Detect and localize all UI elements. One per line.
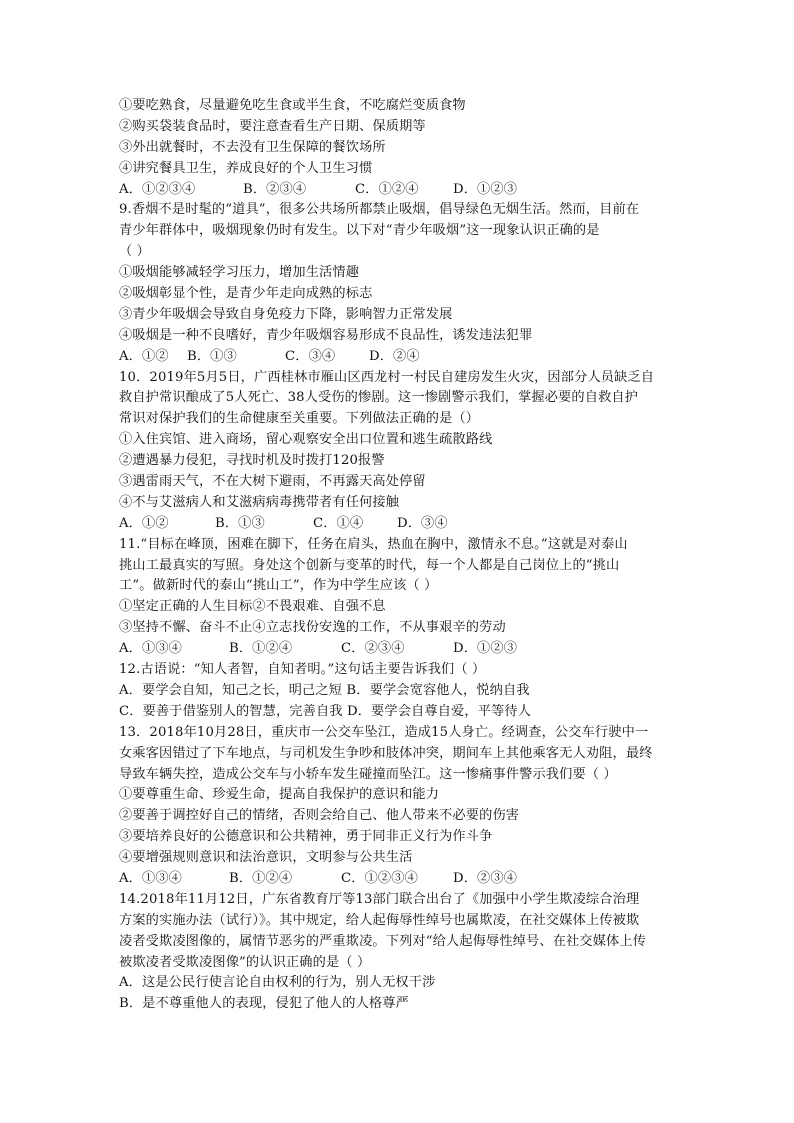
q13-stem-3: 导致车辆失控，造成公交车与小轿车发生碰撞而坠江。这一惨痛事件警示我们要（ ）: [119, 766, 617, 782]
q12-stem: 12.古语说：“知人者智，自知者明。”这句话主要告诉我们（ ）: [119, 662, 486, 678]
q12-options-ab: A．要学会自知，知己之长，明己之短 B．要学会宽容他人，悦纳自我: [119, 682, 530, 698]
q10-option-c: C．①④: [313, 515, 364, 531]
q9-option-b: B．①③: [187, 348, 237, 364]
q14-stem-1: 14.2018年11月12日，广东省教育厅等13部门联合出台了《加强中小学生欺凌综合治理: [119, 891, 640, 907]
q11-option-c: C．②③④: [341, 641, 405, 657]
page-content: [119, 96, 679, 1015]
q9-item-4: ④吸烟是一种不良嗜好，青少年吸烟容易形成不良品性，诱发违法犯罪: [119, 327, 533, 343]
q13-stem-2: 女乘客因错过了下车地点，与司机发生争吵和肢体冲突，期间车上其他乘客无人劝阻，最终: [119, 745, 653, 761]
q13-item-2: ②要善于调控好自己的情绪，否则会给自己、他人带来不必要的伤害: [119, 808, 520, 824]
question-9: [119, 200, 679, 367]
q10-item-2: ②遭遇暴力侵犯，寻找时机及时拨打120报警: [119, 453, 385, 469]
question-12: [119, 660, 679, 723]
q9-option-d: D．②④: [369, 348, 420, 364]
q9-stem-1: 9.香烟不是时髦的“道具”，很多公共场所都禁止吸烟，倡导绿色无烟生活。然而，目前在: [119, 202, 640, 218]
q11-stem-2: 挑山工最真实的写照。身处这个创新与变革的时代，每一个人都是自己岗位上的“挑山: [119, 557, 620, 573]
q13-options: [119, 869, 679, 890]
q9-stem-2: 青少年群体中，吸烟现象仍时有发生。以下对“青少年吸烟”这一现象认识正确的是: [119, 223, 600, 239]
q8-option-b: B．②③④: [243, 181, 307, 197]
question-14: [119, 890, 679, 1015]
q8-option-a: A．①②③④: [119, 181, 196, 197]
q9-item-1: ①吸烟能够减轻学习压力，增加生活情趣: [119, 265, 360, 281]
q11-option-a: A．①③④: [119, 641, 183, 657]
q13-stem-1: 13．2018年10月28日，重庆市一公交车坠江，造成15人身亡。经调查，公交车行驶中一: [119, 724, 649, 740]
q9-option-c: C．③④: [285, 348, 336, 364]
q11-options: [119, 639, 679, 660]
q10-item-3: ③遇雷雨天气，不在大树下避雨，不再露天高处停留: [119, 474, 426, 490]
q8-options: [119, 180, 679, 201]
q11-option-b: B．①②④: [229, 641, 293, 657]
question-11: [119, 535, 679, 660]
q11-item-2: ③坚持不懈、奋斗不止④立志找份安逸的工作，不从事艰辛的劳动: [119, 620, 506, 636]
q9-options: [119, 347, 679, 368]
q8-option-c: C．①②④: [355, 181, 419, 197]
q8-item-1: ①要吃熟食，尽量避免吃生食或半生食，不吃腐烂变质食物: [119, 98, 466, 113]
q14-option-a: A．这是公民行使言论自由权利的行为，别人无权干涉: [119, 975, 436, 991]
q8-item-4: ④讲究餐具卫生，养成良好的个人卫生习惯: [119, 160, 373, 176]
q10-item-4: ④不与艾滋病人和艾滋病病毒携带者有任何接触: [119, 494, 400, 510]
q10-option-d: D．③④: [397, 515, 448, 531]
q14-stem-4: 被欺凌者受欺凌图像”的认识正确的是（ ）: [119, 954, 371, 970]
question-10: [119, 368, 679, 535]
q14-stem-2: 方案的实施办法（试行）》。其中规定，给人起侮辱性绰号也属欺凌，在社交媒体上传被欺: [119, 912, 640, 928]
q8-item-3: ③外出就餐时，不去没有卫生保障的餐饮场所: [119, 139, 386, 155]
q11-stem-3: 工”。做新时代的泰山“挑山工”，作为中学生应该（ ）: [119, 578, 438, 594]
q13-item-3: ③要培养良好的公德意识和公共精神，勇于同非正义行为作斗争: [119, 829, 493, 845]
q10-stem-2: 救自护常识酿成了5人死亡、38人受伤的惨剧。这一惨剧警示我们，掌握必要的自救自护: [119, 390, 639, 406]
q13-item-1: ①要尊重生命、珍爱生命，提高自我保护的意识和能力: [119, 787, 440, 803]
q13-option-b: B．①②④: [229, 870, 293, 886]
q10-stem-3: 常识对保护我们的生命健康至关重要。下列做法正确的是（）: [119, 411, 480, 427]
q9-item-2: ②吸烟彰显个性，是青少年走向成熟的标志: [119, 286, 373, 302]
q10-options: [119, 514, 679, 535]
q9-item-3: ③青少年吸烟会导致自身免疫力下降，影响智力正常发展: [119, 306, 453, 322]
q11-option-d: D．①②③: [453, 641, 518, 657]
q12-options-cd: C．要善于借鉴别人的智慧，完善自我 D．要学会自尊自爱，平等待人: [119, 703, 532, 719]
q9-option-a: A．①②: [119, 348, 169, 364]
q10-item-1: ①入住宾馆、进入商场，留心观察安全出口位置和逃生疏散路线: [119, 432, 493, 448]
q13-item-4: ④要增强规则意识和法治意识，文明参与公共生活: [119, 850, 413, 866]
q11-item-1: ①坚定正确的人生目标②不畏艰难、自强不息: [119, 599, 386, 615]
q14-stem-3: 凌者受欺凌图像的，属情节恶劣的严重欺凌。下列对“给人起侮辱性绰号、在社交媒体上传: [119, 933, 647, 949]
q14-option-b: B．是不尊重他人的表现，侵犯了他人的人格尊严: [119, 996, 409, 1012]
q10-stem-1: 10．2019年5月5日，广西桂林市雁山区西龙村一村民自建房发生火灾，因部分人员缺乏自: [119, 369, 655, 385]
q9-stem-3: （ ）: [119, 244, 151, 260]
q13-option-d: D．②③④: [453, 870, 518, 886]
q11-stem-1: 11.“目标在峰顶，困难在脚下，任务在肩头，热血在胸中，激情永不息。”这就是对泰山: [119, 536, 628, 552]
q13-option-a: A．①③④: [119, 870, 183, 886]
q8-item-2: ②购买袋装食品时，要注意查看生产日期、保质期等: [119, 118, 426, 134]
q13-option-c: C．①②③④: [341, 870, 418, 886]
question-8: [119, 96, 679, 200]
question-13: [119, 723, 679, 890]
q8-option-d: D．①②③: [453, 181, 518, 197]
q10-option-b: B．①③: [215, 515, 265, 531]
q10-option-a: A．①②: [119, 515, 169, 531]
